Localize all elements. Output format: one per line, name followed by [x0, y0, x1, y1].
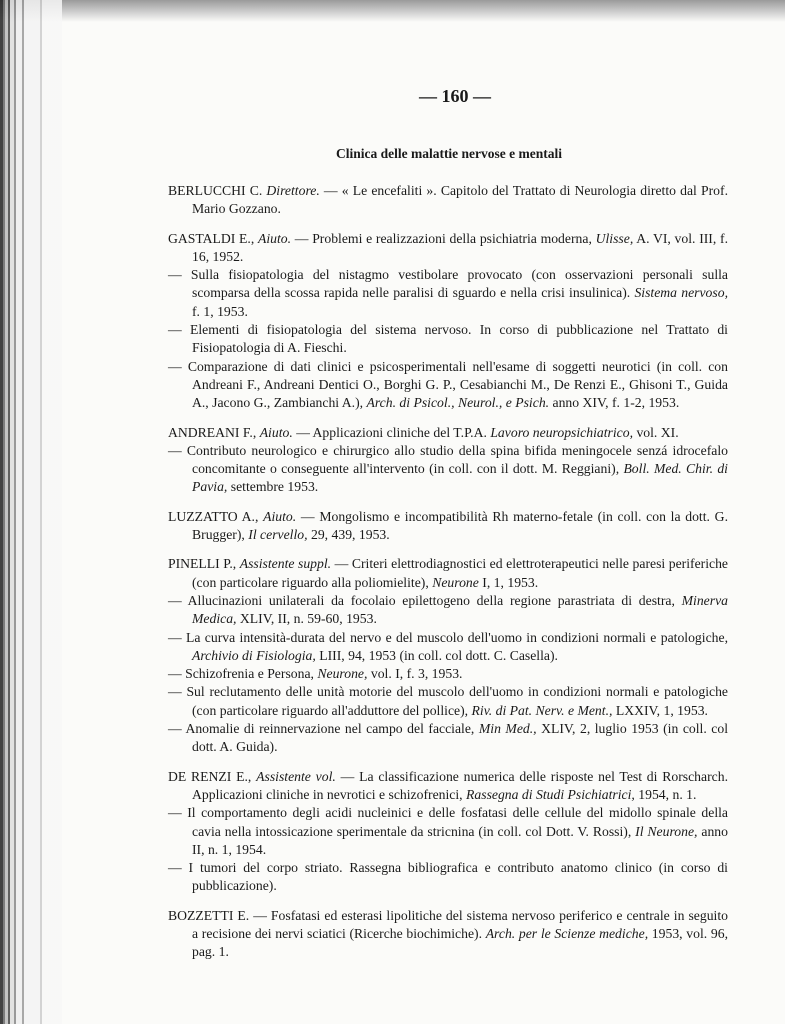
bibliography-entry [168, 629, 728, 666]
section-heading: Clinica delle malattie nervose e mentali [335, 146, 563, 161]
bibliography-entry-author [168, 555, 728, 592]
entry-text: — Criteri elettrodiagnostici ed elettroterapeutici nelle paresi periferiche (con particolare riguardo alla poliomielite), [192, 556, 729, 590]
italic-text: Assistente vol. [256, 768, 336, 784]
entry-text: settembre 1953. [227, 479, 319, 495]
italic-text: Aiuto. [259, 424, 293, 440]
bibliography-entry [168, 859, 728, 896]
entry-text: BERLUCCHI C. [168, 183, 267, 198]
entry-text: XLIV, 2, luglio 1953 (in coll. col dott. A. Guida). [192, 721, 728, 755]
entry-text: — Sul reclutamento delle unità motorie del muscolo dell'uomo in condizioni normali e patologiche (con particolare riguardo all'adduttore del pollice), [168, 684, 728, 718]
entry-text: — Allucinazioni unilaterali da focolaio epilettogeno della regione parastriata di destra, [168, 592, 682, 608]
bibliography-entry-author [168, 508, 728, 545]
entry-text: 1954, n. 1. [634, 786, 697, 802]
bibliography-entry [168, 321, 728, 358]
entry-text: f. 1, 1953. [192, 303, 248, 319]
entry-text: A. VI, vol. III, f. 16, 1952. [192, 230, 728, 264]
italic-text: Min Med., [478, 721, 537, 737]
italic-text: Riv. di Pat. Nerv. e Ment., [471, 702, 613, 718]
entry-text: vol. I, f. 3, 1953. [367, 666, 463, 682]
entry-text: — Mongolismo e incompatibilità Rh materno-fetale (in coll. con la dott. G. Brugger), [192, 508, 728, 543]
entry-text: 29, 439, 1953. [307, 527, 390, 543]
entry-text: — Anomalie di reinnervazione nel campo del facciale, [168, 721, 479, 737]
italic-text: Lavoro neuropsichiatrico, [490, 424, 634, 440]
entry-text: anno XIV, f. 1-2, 1953. [549, 395, 680, 411]
bibliography-entry [168, 442, 728, 497]
italic-text: Minerva Medica, [192, 592, 728, 627]
entry-text: — Problemi e realizzazioni della psichiatria moderna, [291, 230, 596, 246]
italic-text: Aiuto. [257, 230, 292, 246]
bibliography-entry [168, 592, 728, 629]
page-number: — 160 — [419, 86, 491, 106]
entry-text: — La curva intensità-durata del nervo e del muscolo dell'uomo in condizioni normali e patologiche, [168, 629, 728, 645]
entry-text: PINELLI P., [168, 556, 240, 572]
italic-text: Direttore. [266, 183, 320, 198]
italic-text: Rassegna di Studi Psichiatrici, [466, 786, 635, 802]
italic-text: Arch. per le Scienze mediche, [485, 925, 649, 941]
entry-text: — Elementi di fisiopatologia del sistema nervoso. In corso di pubblicazione nel Trattato di Fisiopatologia di A. Fieschi. [168, 322, 728, 356]
entry-text: vol. XI. [633, 424, 679, 440]
bibliography-entry [168, 358, 728, 413]
italic-text: Aiuto. [263, 508, 297, 524]
bibliography-entry [168, 683, 728, 720]
entry-text: — Comparazione di dati clinici e psicosperimentali nell'esame di soggetti neurotici (in coll. con Andreani F., Andreani Dentici O., Borghi G. P., Cesabianchi M., De Renzi E., Ghisoni T., Guida A., Jacono G., Zambianchi A.), [168, 358, 728, 411]
entry-text: — La classificazione numerica delle risposte nel Test di Rorscharch. Applicazioni cliniche in nevrotici e schizofrenici, [192, 768, 729, 802]
entry-text: XLIV, II, n. 59-60, 1953. [236, 611, 377, 627]
scan-top-shadow [0, 0, 785, 22]
bibliography-entry [168, 266, 728, 321]
italic-text: Boll. Med. Chir. di Pavia, [192, 461, 728, 495]
italic-text: Il cervello, [248, 527, 308, 543]
bibliography-entry [168, 720, 728, 757]
entry-text: BOZZETTI E. — Fosfatasi ed esterasi lipolitiche del sistema nervoso periferico e centrale in seguito a recisione dei nervi sciatici (Ricerche biochimiche). [168, 907, 728, 941]
entry-text: LUZZATTO A., [168, 508, 264, 524]
bibliography-entry-author [168, 230, 728, 267]
entry-text: GASTALDI E., [168, 230, 258, 246]
entry-text: DE RENZI E., [168, 768, 257, 784]
entry-text: 1953, vol. 96, pag. 1. [192, 925, 728, 960]
bibliography-entry [168, 804, 728, 859]
italic-text: Assistente suppl. [239, 556, 332, 572]
entry-text: I, 1, 1953. [478, 574, 539, 590]
bibliography-entry-author [168, 182, 728, 219]
italic-text: Il Neurone, [635, 823, 698, 839]
italic-text: Neurone [432, 574, 479, 590]
bibliography-entry [168, 665, 728, 683]
entry-text: — Applicazioni cliniche del T.P.A. [292, 424, 491, 440]
entry-text: — Contributo neurologico e chirurgico allo studio della spina bifida meningocele senzá idrocefalo concomitante o conseguente all'intervento (in coll. con il dott. M. Reggiani), [168, 442, 728, 477]
bibliography-list [168, 182, 728, 962]
entry-text: — « Le encefaliti ». Capitolo del Trattato di Neurologia diretto dal Prof. Mario Gozzano. [192, 183, 728, 217]
entry-text: anno II, n. 1, 1954. [192, 823, 728, 857]
italic-text: Sistema nervoso, [634, 285, 728, 301]
entry-text: LXXIV, 1, 1953. [612, 702, 708, 718]
italic-text: Arch. di Psicol., Neurol., e Psich. [366, 395, 550, 411]
italic-text: Archivio di Fisiologia, [192, 647, 316, 663]
bibliography-entry-author [168, 907, 728, 962]
entry-text: — Schizofrenia e Persona, [168, 666, 318, 682]
entry-text: — I tumori del corpo striato. Rassegna bibliografica e contributo anatomo clinico (in corso di pubblicazione). [168, 860, 728, 894]
entry-text: ANDREANI F., [168, 424, 260, 440]
italic-text: Neurone, [317, 666, 368, 682]
italic-text: Ulisse, [595, 230, 634, 246]
entry-text: — Sulla fisiopatologia del nistagmo vestibolare provocato (con osservazioni personali sulla scomparsa della scossa rapida nelle paralisi di sguardo e nella crisi insulinica). [168, 267, 728, 301]
bibliography-entry-author [168, 768, 728, 805]
entry-text: LIII, 94, 1953 (in coll. col dott. C. Casella). [315, 647, 558, 663]
entry-text: — Il comportamento degli acidi nucleinici e delle fosfatasi delle cellule del midollo spinale della cavia nella intossicazione sperimentale da stricnina (in coll. col Dott. V. Rossi), [168, 805, 728, 839]
bibliography-entry-author [168, 424, 728, 442]
